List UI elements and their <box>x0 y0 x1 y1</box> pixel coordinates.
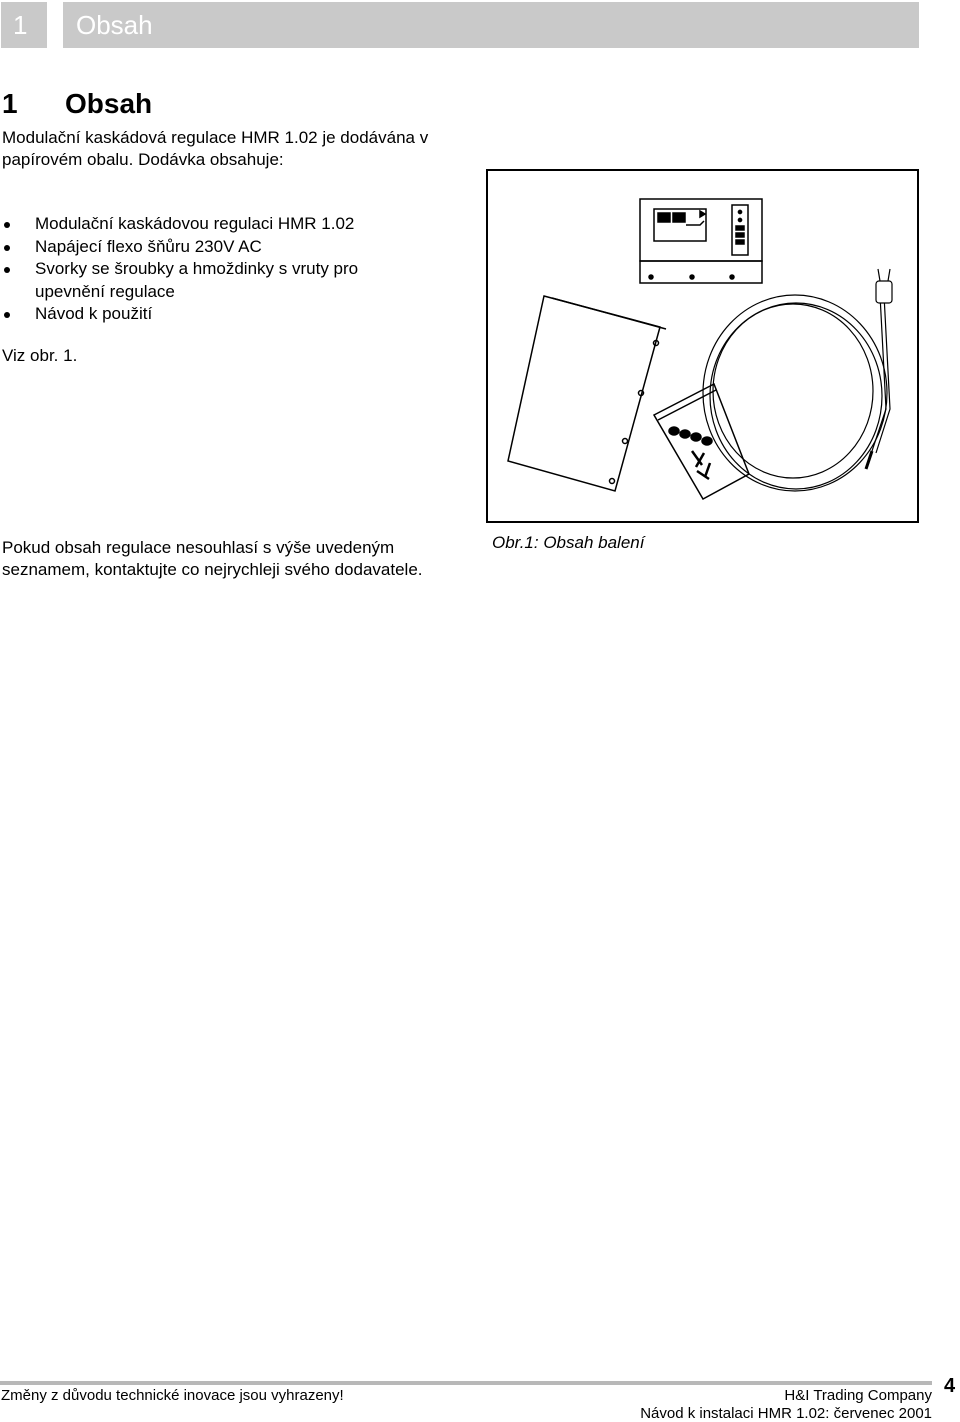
package-contents-figure <box>486 169 919 523</box>
screw-bag-icon <box>654 384 749 499</box>
page-number: 4 <box>944 1375 956 1397</box>
footer-disclaimer: Změny z důvodu technické inovace jsou vyhrazeny! <box>1 1387 344 1404</box>
section-heading <box>2 88 152 120</box>
manual-icon <box>508 296 666 491</box>
section-number: 1 <box>2 88 18 119</box>
section-title: Obsah <box>65 88 153 119</box>
list-item: Návod k použití <box>2 303 422 326</box>
footer-document-info: Návod k instalaci HMR 1.02: červenec 2001 <box>640 1405 932 1422</box>
header-chapter-title: Obsah <box>63 2 919 48</box>
list-item: Modulační kaskádovou regulaci HMR 1.02 <box>2 213 422 236</box>
header-chapter-number: 1 <box>1 2 47 48</box>
package-contents-illustration <box>488 171 917 521</box>
controller-unit-icon <box>640 199 762 283</box>
figure-caption: Obr.1: Obsah balení <box>492 533 645 552</box>
list-item: Svorky se šroubky a hmoždinky s vruty pro upevnění regulace <box>2 258 422 303</box>
footer-company: H&I Trading Company <box>784 1387 932 1404</box>
intro-paragraph: Modulační kaskádová regulace HMR 1.02 je dodávána v papírovém obalu. Dodávka obsahuje: <box>2 128 429 169</box>
contents-list <box>2 213 422 326</box>
footer-divider <box>0 1381 932 1385</box>
list-item: Napájecí flexo šňůru 230V AC <box>2 236 422 259</box>
power-cable-icon <box>703 269 892 491</box>
contact-note: Pokud obsah regulace nesouhlasí s výše uvedeným seznamem, kontaktujte co nejrychleji svého dodavatele. <box>2 538 423 579</box>
figure-reference: Viz obr. 1. <box>2 346 78 365</box>
